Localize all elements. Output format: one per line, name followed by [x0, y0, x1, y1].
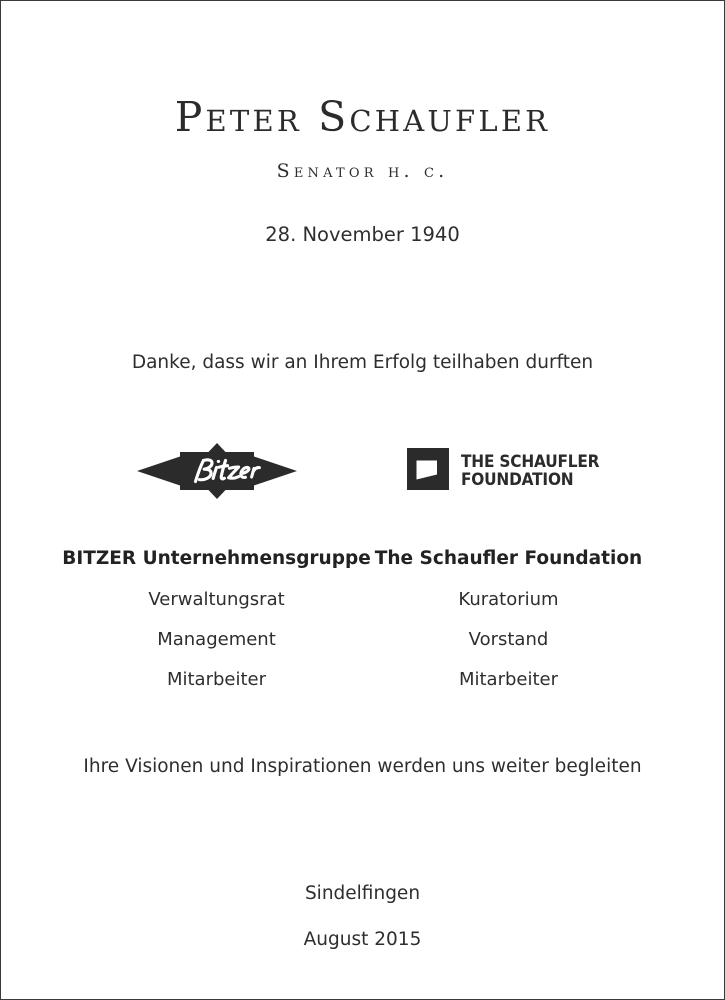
page-content — [1, 1, 724, 999]
honorific-subtitle: Senator h. c. — [276, 160, 449, 182]
closing-message: Ihre Visionen und Inspirationen werden uns weiter begleiten — [83, 755, 642, 777]
footer-date: August 2015 — [303, 928, 422, 950]
birth-date: 28. November 1940 — [265, 223, 460, 246]
role-list-bitzer — [148, 569, 284, 689]
bitzer-emblem-icon — [137, 443, 297, 499]
organizations-block — [1, 435, 724, 689]
thanks-message: Danke, dass wir an Ihrem Erfolg teilhaben durften — [131, 351, 594, 373]
bitzer-logo — [137, 435, 297, 507]
footer-place: Sindelfingen — [304, 883, 421, 904]
page-title: Peter Schaufler — [174, 93, 551, 141]
list-item: Mitarbeiter — [458, 668, 559, 690]
role-list-schaufler-foundation — [458, 569, 558, 689]
list-item: Verwaltungsrat — [148, 588, 285, 610]
organization-name-schaufler-foundation: The Schaufler Foundation — [374, 548, 643, 569]
schaufler-foundation-mark-icon — [407, 448, 449, 494]
organization-name-bitzer: BITZER Unternehmensgruppe — [62, 548, 371, 569]
list-item: Vorstand — [468, 628, 549, 650]
footer — [304, 885, 422, 949]
wordmark-line-1: THE SCHAUFLER — [461, 451, 600, 471]
organization-column-schaufler-foundation — [363, 435, 655, 689]
list-item: Mitarbeiter — [166, 668, 267, 690]
schaufler-foundation-logo — [407, 435, 610, 507]
schaufler-foundation-wordmark — [461, 453, 599, 490]
schaufler-foundation-lockup — [407, 448, 610, 494]
list-item: Management — [157, 628, 276, 650]
organization-column-bitzer — [62, 435, 371, 690]
wordmark-line-2: FOUNDATION — [461, 470, 574, 489]
list-item: Kuratorium — [458, 588, 559, 610]
